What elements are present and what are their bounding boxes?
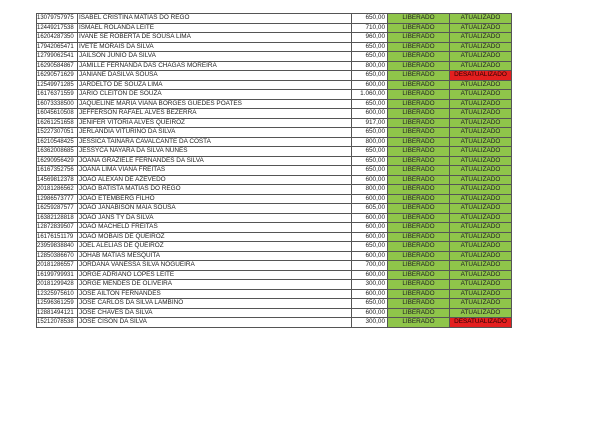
cell-name[interactable]: JOAO MOBAIS DE QUEIROZ <box>78 232 352 242</box>
cell-update[interactable]: ATUALIZADO <box>450 61 512 71</box>
cell-id[interactable]: 16167352756 <box>37 166 78 176</box>
cell-name[interactable]: JOAO ALEXAN DE AZEVEDO <box>78 175 352 185</box>
cell-name[interactable]: JORDANA VANESSA SILVA NOGUEIRA <box>78 261 352 271</box>
cell-name[interactable]: JERLANDIA VITURINO DA SILVA <box>78 128 352 138</box>
cell-id[interactable]: 16290571629 <box>37 71 78 81</box>
table-row <box>37 280 512 290</box>
cell-value[interactable]: 650,00 <box>352 156 388 166</box>
cell-status[interactable]: LIBERADO <box>388 99 450 109</box>
cell-id[interactable]: 12872839507 <box>37 223 78 233</box>
cell-status[interactable]: LIBERADO <box>388 118 450 128</box>
cell-id[interactable]: 12881494121 <box>37 308 78 318</box>
cell-name[interactable]: JOANA GRAZIELE FERNANDES DA SILVA <box>78 156 352 166</box>
cell-value[interactable]: 600,00 <box>352 223 388 233</box>
cell-value[interactable]: 600,00 <box>352 175 388 185</box>
cell-id[interactable]: 16362008685 <box>37 147 78 157</box>
cell-name[interactable]: ISABEL CRISTINA MATIAS DO REGO <box>78 14 352 24</box>
cell-status[interactable]: LIBERADO <box>388 71 450 81</box>
table-row <box>37 213 512 223</box>
cell-status[interactable]: LIBERADO <box>388 156 450 166</box>
cell-name[interactable]: JOAO ETEMBERG FILHO <box>78 194 352 204</box>
cell-name[interactable]: JOAO BATISTA MATIAS DO REGO <box>78 185 352 195</box>
table-row <box>37 318 512 328</box>
cell-update[interactable]: DESATUALIZADO <box>450 318 512 328</box>
cell-update[interactable]: ATUALIZADO <box>450 289 512 299</box>
cell-update[interactable]: ATUALIZADO <box>450 204 512 214</box>
cell-name[interactable]: JAILSON JUNIO DA SILVA <box>78 52 352 62</box>
cell-name[interactable]: JORGE MENDES DE OLIVEIRA <box>78 280 352 290</box>
cell-value[interactable]: 800,00 <box>352 185 388 195</box>
cell-value[interactable]: 650,00 <box>352 42 388 52</box>
table-row <box>37 289 512 299</box>
table-row <box>37 52 512 62</box>
cell-value[interactable]: 300,00 <box>352 318 388 328</box>
cell-update[interactable]: ATUALIZADO <box>450 128 512 138</box>
cell-name[interactable]: JOSE CHAVES DA SILVA <box>78 308 352 318</box>
table-row <box>37 185 512 195</box>
cell-status[interactable]: LIBERADO <box>388 14 450 24</box>
cell-status[interactable]: LIBERADO <box>388 166 450 176</box>
cell-value[interactable]: 710,00 <box>352 23 388 33</box>
cell-update[interactable]: ATUALIZADO <box>450 156 512 166</box>
cell-id[interactable]: 17942065471 <box>37 42 78 52</box>
cell-value[interactable]: 650,00 <box>352 128 388 138</box>
cell-update[interactable]: ATUALIZADO <box>450 14 512 24</box>
cell-value[interactable]: 650,00 <box>352 242 388 252</box>
table-row <box>37 308 512 318</box>
cell-status[interactable]: LIBERADO <box>388 289 450 299</box>
cell-name[interactable]: IVANE SE ROBERTA DE SOUSA LIMA <box>78 33 352 43</box>
cell-name[interactable]: JOAO JANABISON MAIA SOUSA <box>78 204 352 214</box>
cell-value[interactable]: 650,00 <box>352 99 388 109</box>
cell-id[interactable]: 12799062541 <box>37 52 78 62</box>
cell-value[interactable]: 650,00 <box>352 147 388 157</box>
cell-id[interactable]: 15227307051 <box>37 128 78 138</box>
cell-status[interactable]: LIBERADO <box>388 270 450 280</box>
cell-id[interactable]: 16199799931 <box>37 270 78 280</box>
table-row <box>37 156 512 166</box>
table-row <box>37 99 512 109</box>
cell-value[interactable]: 650,00 <box>352 71 388 81</box>
cell-name[interactable]: JARIO CLEITON DE SOUZA <box>78 90 352 100</box>
cell-status[interactable]: LIBERADO <box>388 33 450 43</box>
table-row <box>37 23 512 33</box>
cell-update[interactable]: ATUALIZADO <box>450 52 512 62</box>
cell-name[interactable]: JOSE CARLOS DA SILVA LAMBINO <box>78 299 352 309</box>
cell-update[interactable]: ATUALIZADO <box>450 42 512 52</box>
table-row <box>37 242 512 252</box>
cell-name[interactable]: JOSE AILTON FERNANDES <box>78 289 352 299</box>
cell-status[interactable]: LIBERADO <box>388 232 450 242</box>
cell-value[interactable]: 300,00 <box>352 280 388 290</box>
table-row <box>37 80 512 90</box>
cell-status[interactable]: LIBERADO <box>388 223 450 233</box>
cell-status[interactable]: LIBERADO <box>388 109 450 119</box>
cell-id[interactable]: 20181299428 <box>37 280 78 290</box>
cell-id[interactable]: 16176371559 <box>37 90 78 100</box>
cell-update[interactable]: ATUALIZADO <box>450 23 512 33</box>
cell-name[interactable]: JESSICA TAINARA CAVALCANTE DA COSTA <box>78 137 352 147</box>
cell-value[interactable]: 960,00 <box>352 33 388 43</box>
table-row <box>37 175 512 185</box>
cell-value[interactable]: 600,00 <box>352 289 388 299</box>
table-row <box>37 223 512 233</box>
cell-update[interactable]: ATUALIZADO <box>450 109 512 119</box>
cell-update[interactable]: ATUALIZADO <box>450 118 512 128</box>
table-row <box>37 33 512 43</box>
cell-update[interactable]: ATUALIZADO <box>450 261 512 271</box>
cell-id[interactable]: 16204287350 <box>37 33 78 43</box>
cell-id[interactable]: 16382128818 <box>37 213 78 223</box>
cell-value[interactable]: 917,00 <box>352 118 388 128</box>
cell-value[interactable]: 650,00 <box>352 14 388 24</box>
cell-status[interactable]: LIBERADO <box>388 185 450 195</box>
cell-update[interactable]: ATUALIZADO <box>450 166 512 176</box>
table-row <box>37 299 512 309</box>
cell-status[interactable]: LIBERADO <box>388 128 450 138</box>
cell-update[interactable]: ATUALIZADO <box>450 147 512 157</box>
table-row <box>37 166 512 176</box>
cell-status[interactable]: LIBERADO <box>388 61 450 71</box>
cell-id[interactable]: 12850386670 <box>37 251 78 261</box>
cell-update[interactable]: ATUALIZADO <box>450 80 512 90</box>
cell-id[interactable]: 12449217538 <box>37 23 78 33</box>
cell-id[interactable]: 20181286562 <box>37 185 78 195</box>
cell-update[interactable]: DESATUALIZADO <box>450 71 512 81</box>
table-row <box>37 137 512 147</box>
cell-id[interactable]: 15212078538 <box>37 318 78 328</box>
spreadsheet-table <box>36 13 512 328</box>
cell-value[interactable]: 600,00 <box>352 80 388 90</box>
cell-status[interactable]: LIBERADO <box>388 137 450 147</box>
cell-name[interactable]: JEFFERSON RAFAEL ALVES BEZERRA <box>78 109 352 119</box>
cell-id[interactable]: 12986573777 <box>37 194 78 204</box>
cell-id[interactable]: 16290584867 <box>37 61 78 71</box>
table-row <box>37 194 512 204</box>
cell-value[interactable]: 600,00 <box>352 109 388 119</box>
table-row <box>37 147 512 157</box>
cell-value[interactable]: 800,00 <box>352 61 388 71</box>
cell-update[interactable]: ATUALIZADO <box>450 175 512 185</box>
cell-value[interactable]: 600,00 <box>352 194 388 204</box>
cell-id[interactable]: 12325975610 <box>37 289 78 299</box>
cell-status[interactable]: LIBERADO <box>388 318 450 328</box>
table-row <box>37 14 512 24</box>
table-row <box>37 128 512 138</box>
cell-update[interactable]: ATUALIZADO <box>450 33 512 43</box>
cell-name[interactable]: JOEL ALELIAS DE QUEIROZ <box>78 242 352 252</box>
table-row <box>37 204 512 214</box>
cell-status[interactable]: LIBERADO <box>388 52 450 62</box>
cell-id[interactable]: 14569812378 <box>37 175 78 185</box>
cell-status[interactable]: LIBERADO <box>388 280 450 290</box>
table-row <box>37 109 512 119</box>
cell-update[interactable]: ATUALIZADO <box>450 270 512 280</box>
cell-update[interactable]: ATUALIZADO <box>450 213 512 223</box>
cell-status[interactable]: LIBERADO <box>388 213 450 223</box>
cell-status[interactable]: LIBERADO <box>388 80 450 90</box>
cell-update[interactable]: ATUALIZADO <box>450 99 512 109</box>
cell-update[interactable]: ATUALIZADO <box>450 280 512 290</box>
cell-status[interactable]: LIBERADO <box>388 175 450 185</box>
cell-update[interactable]: ATUALIZADO <box>450 194 512 204</box>
cell-name[interactable]: JAQUELINE MARIA VIANA BORGES GUEDES POATES <box>78 99 352 109</box>
cell-status[interactable]: LIBERADO <box>388 299 450 309</box>
cell-status[interactable]: LIBERADO <box>388 42 450 52</box>
cell-status[interactable]: LIBERADO <box>388 308 450 318</box>
cell-value[interactable]: 600,00 <box>352 308 388 318</box>
cell-status[interactable]: LIBERADO <box>388 204 450 214</box>
table-row <box>37 71 512 81</box>
cell-value[interactable]: 1.060,00 <box>352 90 388 100</box>
cell-id[interactable]: 16176151179 <box>37 232 78 242</box>
cell-name[interactable]: JANIANE DASILVA SOUSA <box>78 71 352 81</box>
cell-value[interactable]: 650,00 <box>352 299 388 309</box>
cell-name[interactable]: JOSE CISON DA SILVA <box>78 318 352 328</box>
cell-value[interactable]: 800,00 <box>352 137 388 147</box>
table-row <box>37 232 512 242</box>
cell-id[interactable]: 16073338500 <box>37 99 78 109</box>
cell-update[interactable]: ATUALIZADO <box>450 308 512 318</box>
cell-name[interactable]: ISMAEL ROLANDA LEITE <box>78 23 352 33</box>
cell-value[interactable]: 600,00 <box>352 213 388 223</box>
cell-update[interactable]: ATUALIZADO <box>450 232 512 242</box>
cell-name[interactable]: JESSYCA NAYARA DA SILVA NUNES <box>78 147 352 157</box>
cell-id[interactable]: 16290956429 <box>37 156 78 166</box>
cell-value[interactable]: 700,00 <box>352 261 388 271</box>
cell-name[interactable]: JORGE ADRIANO LOPES LEITE <box>78 270 352 280</box>
cell-status[interactable]: LIBERADO <box>388 261 450 271</box>
cell-name[interactable]: JAMILLE FERNANDA DAS CHAGAS MOREIRA <box>78 61 352 71</box>
cell-id[interactable]: 16045610508 <box>37 109 78 119</box>
cell-id[interactable]: 12549971285 <box>37 80 78 90</box>
cell-name[interactable]: JARDELTO DE SOUZA LIMA <box>78 80 352 90</box>
cell-status[interactable]: LIBERADO <box>388 251 450 261</box>
cell-id[interactable]: 20181286557 <box>37 261 78 271</box>
spreadsheet-body <box>37 14 512 328</box>
cell-name[interactable]: JOHAB MATIAS MESQUITA <box>78 251 352 261</box>
cell-update[interactable]: ATUALIZADO <box>450 242 512 252</box>
cell-id[interactable]: 16210548425 <box>37 137 78 147</box>
cell-status[interactable]: LIBERADO <box>388 90 450 100</box>
cell-id[interactable]: 23959838840 <box>37 242 78 252</box>
table-row <box>37 42 512 52</box>
cell-update[interactable]: ATUALIZADO <box>450 90 512 100</box>
cell-status[interactable]: LIBERADO <box>388 242 450 252</box>
cell-value[interactable]: 600,00 <box>352 251 388 261</box>
cell-status[interactable]: LIBERADO <box>388 147 450 157</box>
cell-name[interactable]: JOAO JANS TY DA SILVA <box>78 213 352 223</box>
cell-name[interactable]: JOAO MACHELD FREITAS <box>78 223 352 233</box>
cell-name[interactable]: JOANA LIMA VIANA FREITAS <box>78 166 352 176</box>
cell-update[interactable]: ATUALIZADO <box>450 223 512 233</box>
table-row <box>37 270 512 280</box>
cell-status[interactable]: LIBERADO <box>388 194 450 204</box>
table-row <box>37 251 512 261</box>
table-row <box>37 90 512 100</box>
cell-id[interactable]: 16259287577 <box>37 204 78 214</box>
cell-value[interactable]: 650,00 <box>352 52 388 62</box>
cell-id[interactable]: 12596361259 <box>37 299 78 309</box>
table-row <box>37 261 512 271</box>
cell-value[interactable]: 600,00 <box>352 232 388 242</box>
cell-value[interactable]: 600,00 <box>352 270 388 280</box>
cell-name[interactable]: IVETE MORAIS DA SILVA <box>78 42 352 52</box>
cell-status[interactable]: LIBERADO <box>388 23 450 33</box>
cell-id[interactable]: 16261251658 <box>37 118 78 128</box>
cell-update[interactable]: ATUALIZADO <box>450 299 512 309</box>
cell-id[interactable]: 13079757975 <box>37 14 78 24</box>
cell-name[interactable]: JENIFER VITORIA ALVES QUEIROZ <box>78 118 352 128</box>
cell-update[interactable]: ATUALIZADO <box>450 251 512 261</box>
table-row <box>37 118 512 128</box>
cell-value[interactable]: 605,00 <box>352 204 388 214</box>
cell-update[interactable]: ATUALIZADO <box>450 137 512 147</box>
cell-update[interactable]: ATUALIZADO <box>450 185 512 195</box>
cell-value[interactable]: 650,00 <box>352 166 388 176</box>
table-row <box>37 61 512 71</box>
